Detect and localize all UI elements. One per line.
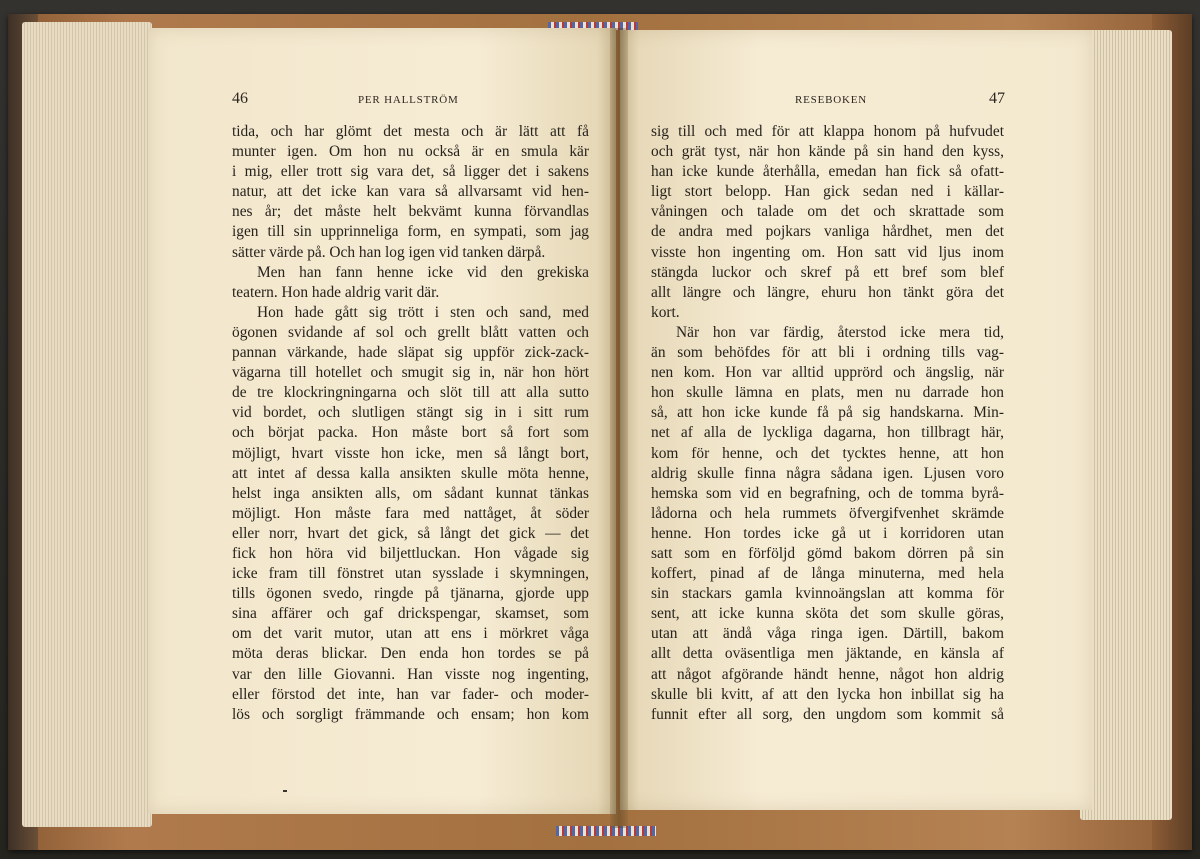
- left-page-number: 46: [232, 90, 248, 107]
- right-running-head: RESEBOKEN: [795, 94, 867, 106]
- left-running-head: PER HALLSTRÖM: [358, 94, 459, 106]
- text-line: att något afgörande händt henne, något hon aldrig: [651, 665, 1004, 683]
- text-line: än som behöfdes för att bli i ordning tills vag-: [651, 344, 1004, 362]
- page-edges-left: [22, 22, 152, 827]
- text-line: sin stackars gamla kvinnoängslan att komma för: [651, 585, 1004, 603]
- text-line: Men han fann henne icke vid den grekiska: [257, 263, 589, 281]
- text-line: möjligt, hvart visste hon icke, men så långt bort,: [232, 444, 589, 462]
- text-line: koffert, pinad af de långa minuterna, med hela: [651, 565, 1004, 583]
- text-line: eller förstod det inte, han var fader- och moder-: [232, 685, 589, 703]
- text-line: nen kom. Hon var alltid upprörd och ängslig, när: [651, 364, 1004, 382]
- text-line: ligt stort belopp. Han gick sedan ned i källar-: [651, 183, 1004, 201]
- text-line: möjligt. Hon måste fara med nattåget, åt söder: [232, 504, 589, 522]
- text-line: tida, och har glömt det mesta och är lätt att få: [232, 123, 589, 140]
- text-line: net af alla de lyckliga dagarna, hon tillbragt här,: [651, 424, 1004, 442]
- text-line: om det varit mutor, utan att ens i mörkret våga: [232, 625, 589, 643]
- text-line: icke fram till fönstret utan sysslade i skymningen,: [232, 565, 589, 583]
- text-line: teatern. Hon hade aldrig varit där.: [232, 283, 440, 301]
- text-line: munter igen. Om hon nu också är en smula kär: [232, 143, 589, 161]
- text-line: lådorna och hela rummets öfvergifvenhet skrämde: [651, 504, 1004, 522]
- text-line: och grät tyst, när hon kände på sin hand den kyss,: [651, 143, 1004, 161]
- book-gutter: [610, 28, 628, 828]
- text-line: han icke kunde återhålla, emedan han fick så ofatt-: [651, 163, 1004, 181]
- text-line: utan att ändå våga ringa igen. Därtill, bakom: [651, 625, 1004, 643]
- text-line: möta deras blickar. Den enda hon tordes se på: [232, 645, 589, 663]
- text-line: och börjat packa. Hon måste bort så fort som: [232, 424, 589, 442]
- text-line: kort.: [651, 303, 680, 321]
- text-line: kom för henne, och det tycktes henne, att hon: [651, 444, 1004, 462]
- page-edges-right: [1080, 30, 1172, 820]
- text-line: våningen och talade om det och skrattade som: [651, 203, 1004, 221]
- text-line: de tre klockringningarna och slöt till att alla sutto: [232, 384, 589, 402]
- text-line: lös och sorgligt främmande och ensam; hon kom: [232, 705, 589, 723]
- text-line: igen till sin upprinneliga form, en sympati, som jag: [232, 223, 589, 241]
- text-line: Hon hade gått sig trött i sten och sand, med: [257, 303, 589, 321]
- text-line: När hon var färdig, återstod icke mera tid,: [676, 323, 1004, 341]
- text-line: natur, att det icke kan vara så allvarsamt vid hen-: [232, 183, 589, 201]
- text-line: allt detta oväsentliga men jäktande, en känsla af: [651, 645, 1004, 663]
- text-line: funnit efter all sorg, den ungdom som kommit så: [651, 705, 1004, 723]
- text-line: satt som en förföljd gömd bakom dörren på sin: [651, 544, 1004, 562]
- text-line: hemska som vid en begrafning, och de tomma byrå-: [651, 484, 1004, 502]
- text-line: allt längre och längre, ehuru hon tänkt göra det: [651, 283, 1004, 301]
- text-line: eller norr, hvart det gick, så långt det gick — det: [232, 524, 589, 542]
- text-line: visste hon ingenting om. Hon satt vid ljus inom: [651, 243, 1004, 261]
- text-line: tills ögonen svedo, ringde på tjänarna, gjorde upp: [232, 585, 589, 603]
- text-line: i mig, eller trott sig vara det, så ligger det i sakens: [232, 163, 589, 181]
- text-line: nes år; det måste helt bekvämt kunna förvandlas: [232, 203, 589, 221]
- text-line: var den lille Giovanni. Han visste nog ingenting,: [232, 665, 589, 683]
- text-line: fick hon höra vid biljettluckan. Hon vågade sig: [232, 544, 589, 562]
- text-line: ögonen svidande af sol och grellt blått vatten och: [232, 323, 589, 341]
- text-line: sent, att icke kunna sköta det som skulle göras,: [651, 605, 1004, 623]
- text-line: skulle bli kvitt, af att den lycka hon inbillat sig ha: [651, 685, 1004, 703]
- text-line: helst inga ansikten alls, om sådant kunnat tänkas: [232, 484, 589, 502]
- right-page-text: [651, 122, 1004, 725]
- text-line: hon skulle lämna en plats, men nu darrade hon: [651, 384, 1004, 402]
- left-page-footer-mark: [283, 790, 287, 792]
- text-line: sig till och med för att klappa honom på hufvudet: [651, 123, 1004, 140]
- right-page-number: 47: [989, 90, 1005, 107]
- text-line: sätter värde på. Och han log igen vid tanken därpå.: [232, 243, 546, 261]
- text-line: sina affärer och gaf drickspengar, skamset, som: [232, 605, 589, 623]
- text-line: aldrig skulle finna några sådana igen. Ljusen voro: [651, 464, 1004, 482]
- text-line: stängda luckor och skref på ett bref som blef: [651, 263, 1004, 281]
- text-line: vid bordet, och slutligen stängt sig in i sitt rum: [232, 404, 589, 422]
- text-line: så, att hon icke kunde få på sig handskarna. Min-: [651, 404, 1004, 422]
- headband-bottom: [556, 826, 656, 836]
- text-line: att intet af dessa kalla ansikten skulle möta henne,: [232, 464, 589, 482]
- text-line: henne. Hon tordes icke gå ut i korridoren utan: [651, 524, 1004, 542]
- text-line: de andra med pojkars vanliga hårdhet, men det: [651, 223, 1004, 241]
- left-page-text: [232, 122, 589, 725]
- text-line: vägarna till hotellet och smugit sig in, när hon hört: [232, 364, 589, 382]
- text-line: pannan värkande, hade släpat sig uppför zick-zack-: [232, 344, 589, 362]
